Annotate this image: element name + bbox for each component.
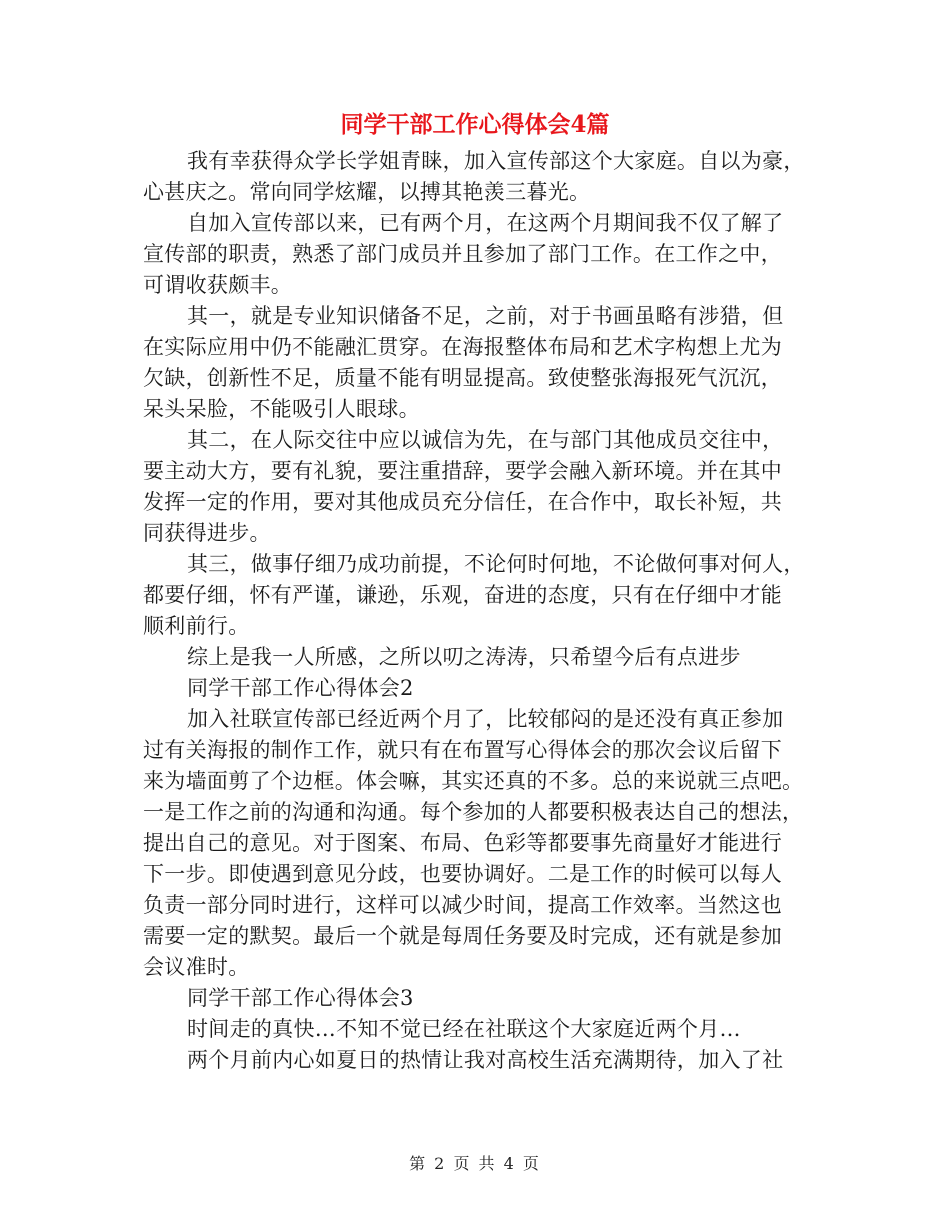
section-heading-2: 同学干部工作心得体会2: [187, 676, 414, 700]
paragraph-point-three: 其三，做事仔细乃成功前提，不论何时何地，不论做何事对何人， 都要仔细，怀有严谨，谦逊，乐观，奋进的态度，只有在仔细中才能 顺利前行。: [143, 552, 805, 638]
paragraph-point-two: 其二，在人际交往中应以诚信为先，在与部门其他成员交往中， 要主动大方，要有礼貌，要注重措辞，要学会融入新环境。并在其中 发挥一定的作用，要对其他成员充分信任，在合作中，取长补短，共 同获得进步。: [143, 428, 784, 545]
document-body: [143, 146, 811, 1076]
paragraph-joining: 自加入宣传部以来，已有两个月，在这两个月期间我不仅了解了 宣传部的职责，熟悉了部门成员并且参加了部门工作。在工作之中， 可谓收获颇丰。: [143, 211, 784, 297]
paragraph-section-3-a: 时间走的真快…不知不觉已经在社联这个大家庭近两个月…: [187, 1017, 741, 1041]
page-footer: 第 2 页 共 4 页: [409, 1154, 541, 1173]
section-heading-3: 同学干部工作心得体会3: [187, 986, 414, 1010]
document-title: 同学干部工作心得体会4篇: [340, 111, 610, 138]
paragraph-intro: 我有幸获得众学长学姐青睐，加入宣传部这个大家庭。自以为豪， 心甚庆之。常向同学炫耀，以搏其艳羡三暮光。: [143, 149, 805, 204]
paragraph-section-2: 加入社联宣传部已经近两个月了，比较郁闷的是还没有真正参加 过有关海报的制作工作，就只有在布置写心得体会的那次会议后留下 来为墙面剪了个边框。体会嘛，其实还真的不多。总的来说就三点吧。 一是工作之前的沟通和沟通。每个参加的人都要积极表达自己的想法， 提出自己的意见。对于图案、布局、色彩等都要事先商量好才能进行 下一步。即使遇到意见分歧，也要协调好。二是工作的时候可以每人 负责一部分同时进行，这样可以减少时间，提高工作效率。当然这也 需要一定的默契。最后一个就是每周任务要及时完成，还有就是参加 会议准时。: [143, 707, 804, 979]
paragraph-point-one: 其一，就是专业知识储备不足，之前，对于书画虽略有涉猎，但 在实际应用中仍不能融汇贯穿。在海报整体布局和艺术字构想上尤为 欠缺，创新性不足，质量不能有明显提高。致使整张海报死气沉沉， 呆头呆脸，不能吸引人眼球。: [143, 304, 784, 421]
paragraph-section-3-b: 两个月前内心如夏日的热情让我对高校生活充满期待，加入了社: [187, 1048, 784, 1072]
paragraph-summary: 综上是我一人所感，之所以叨之涛涛，只希望今后有点进步: [187, 645, 741, 669]
